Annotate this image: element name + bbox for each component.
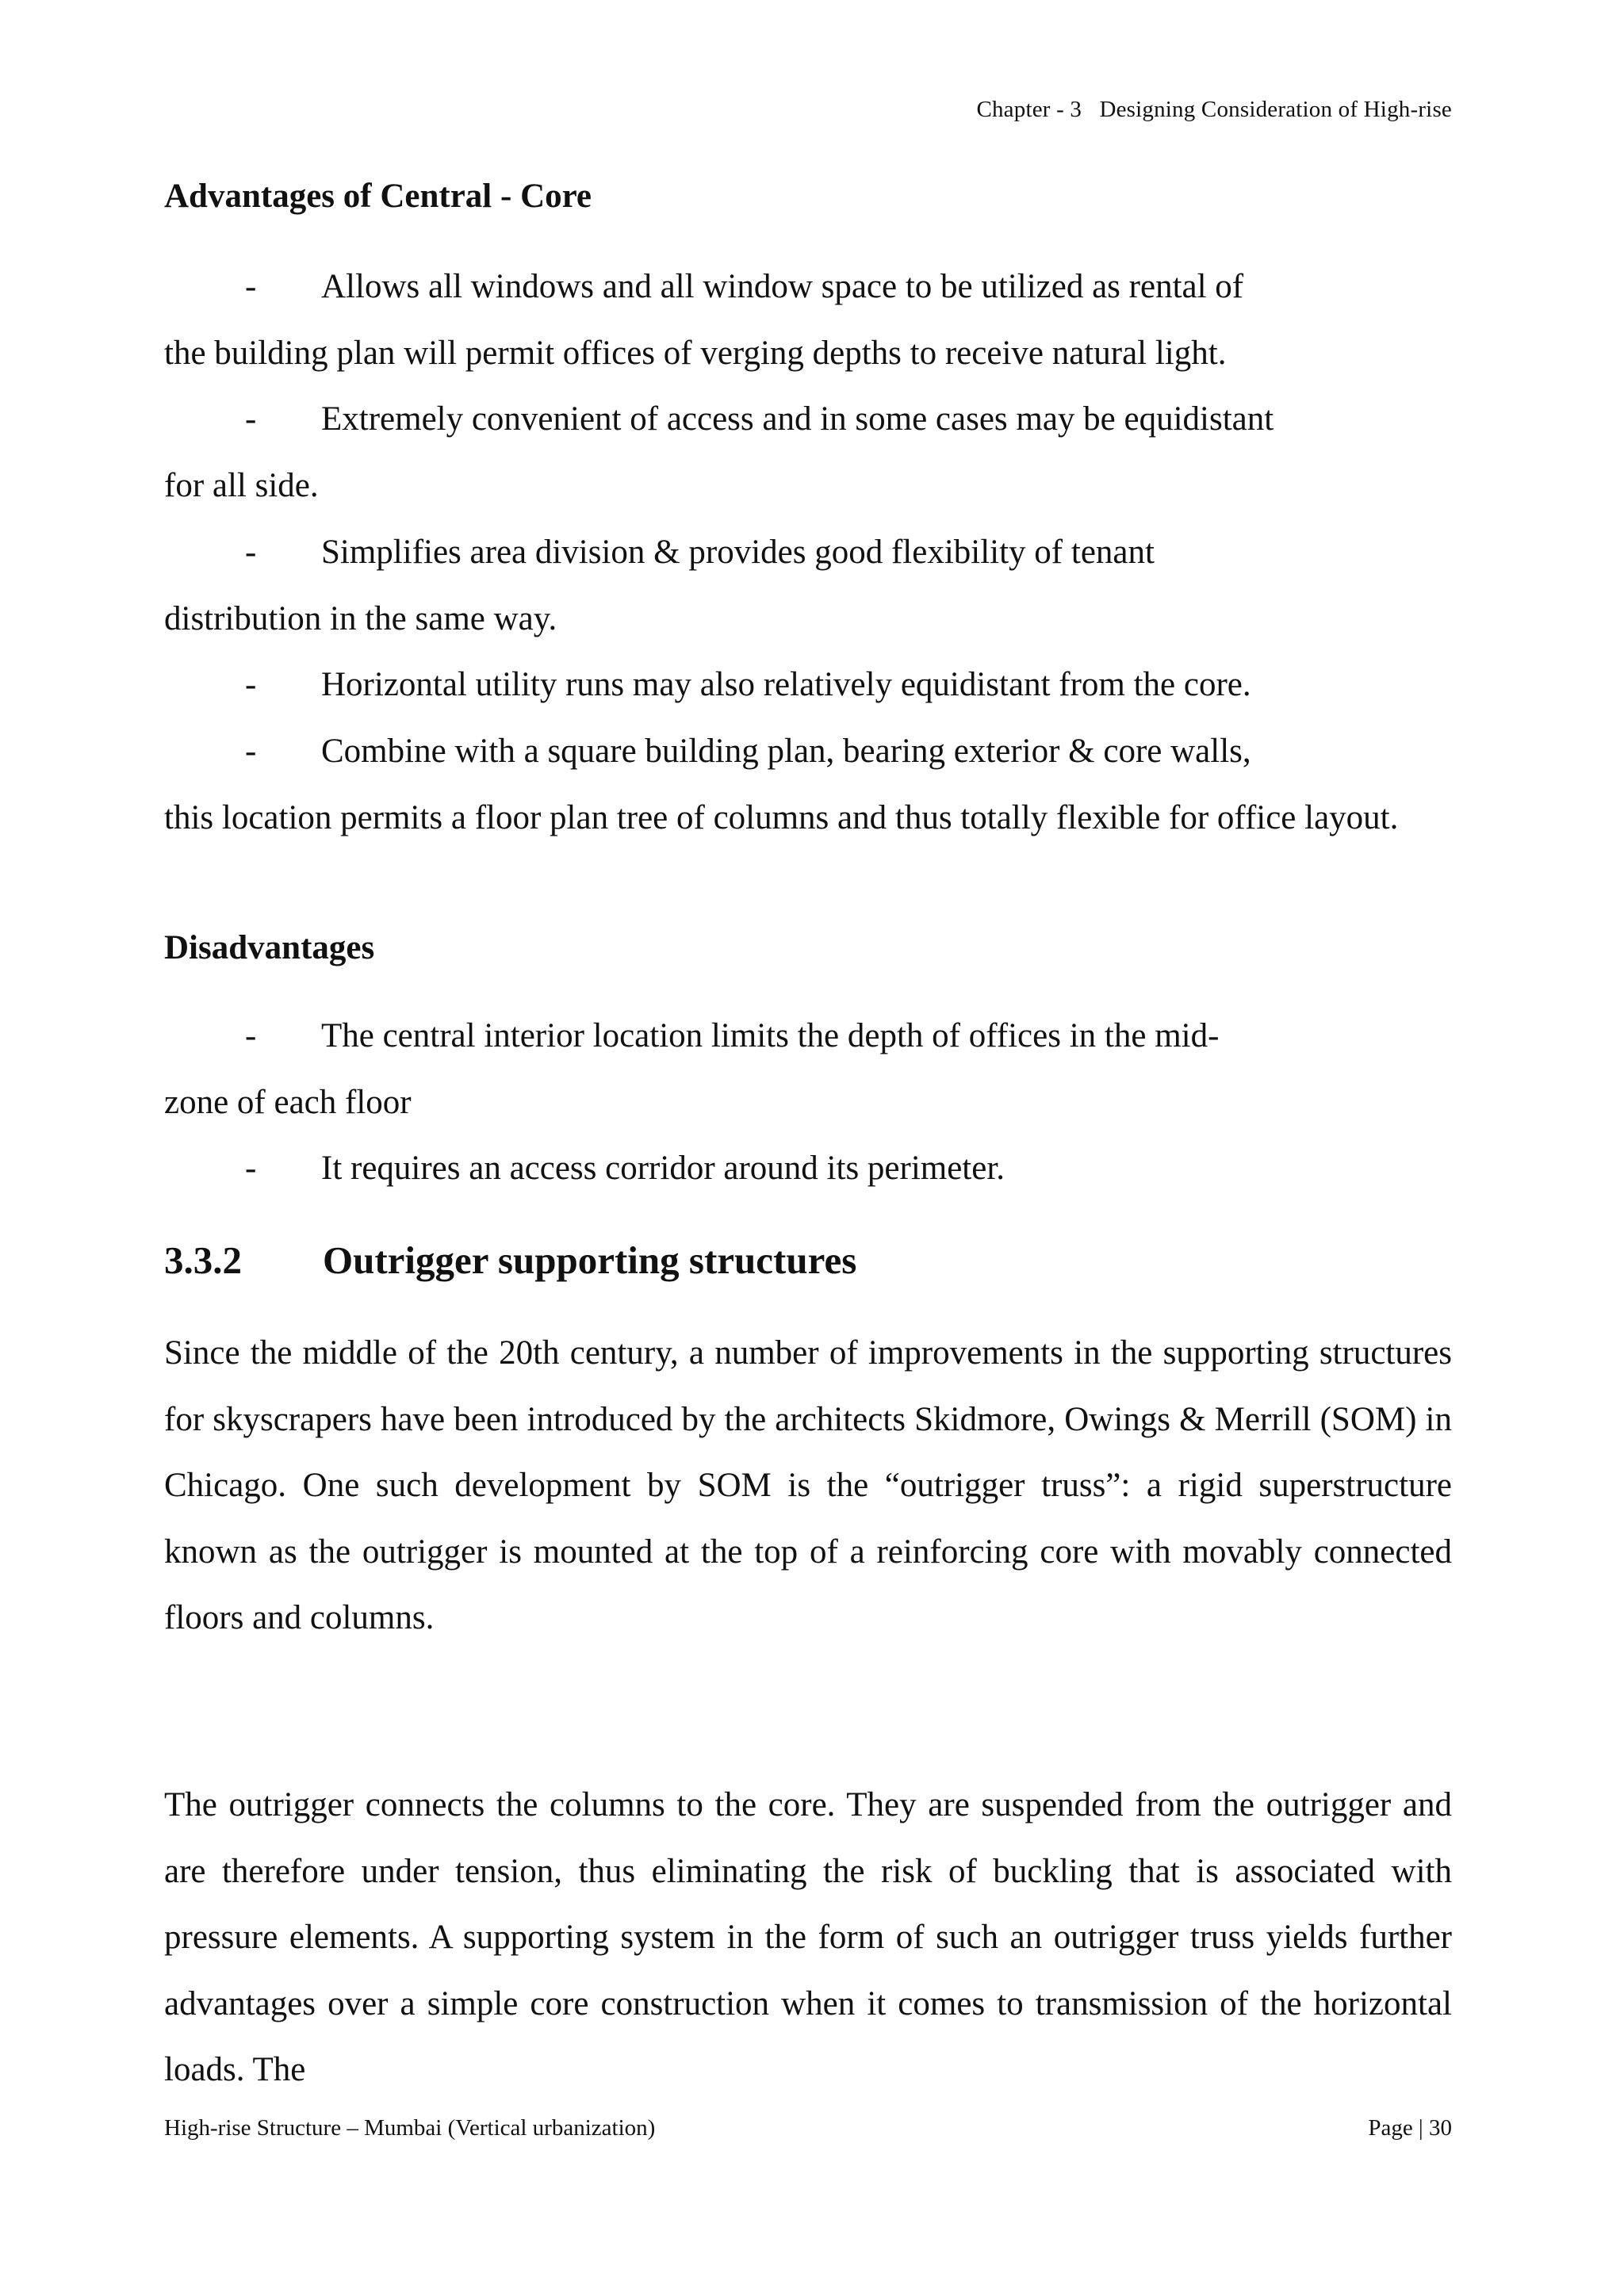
disadvantages-heading: Disadvantages bbox=[164, 929, 375, 966]
footer-title: High-rise Structure – Mumbai (Vertical urbanization) bbox=[164, 2115, 656, 2141]
bullet-dash: - bbox=[245, 666, 257, 704]
list-item: - Horizontal utility runs may also relatively equidistant from the core. bbox=[164, 652, 1452, 718]
bullet-dash: - bbox=[245, 400, 257, 438]
list-item: - The central interior location limits the depth of offices in the mid- zone of each floor bbox=[164, 1003, 1452, 1135]
list-item: - It requires an access corridor around its perimeter. bbox=[164, 1135, 1452, 1202]
section-title: Outrigger supporting structures bbox=[323, 1238, 857, 1282]
section-heading bbox=[164, 1237, 856, 1284]
disadvantages-list bbox=[164, 1003, 1452, 1202]
list-item: - Extremely convenient of access and in some cases may be equidistant for all side. bbox=[164, 386, 1452, 519]
bullet-dash: - bbox=[245, 268, 257, 305]
section-number: 3.3.2 bbox=[164, 1238, 242, 1282]
running-header: Chapter - 3 Designing Consideration of High-rise bbox=[976, 97, 1452, 122]
bullet-dash: - bbox=[245, 533, 257, 571]
paragraph: The outrigger connects the columns to the core. They are suspended from the outrigger and are therefore under tension, thus eliminating the risk of buckling that is associated with pressure elements. A supporting system in the form of such an outrigger truss yields further advantages over a simple core construction when it comes to transmission of the horizontal loads. The bbox=[164, 1786, 1452, 2088]
list-item: - Simplifies area division & provides good flexibility of tenant distribution in the same way. bbox=[164, 519, 1452, 652]
bullet-dash: - bbox=[245, 1017, 257, 1054]
advantages-list bbox=[164, 254, 1452, 851]
bullet-dash: - bbox=[245, 732, 257, 770]
list-item: - Allows all windows and all window space to be utilized as rental of the building plan will permit offices of verging depths to receive natural light. bbox=[164, 254, 1452, 386]
list-item: - Combine with a square building plan, bearing exterior & core walls, this location permits a floor plan tree of columns and thus totally flexible for office layout. bbox=[164, 718, 1452, 851]
bullet-dash: - bbox=[245, 1150, 257, 1188]
running-footer bbox=[164, 2115, 1452, 2141]
paragraph: Since the middle of the 20th century, a number of improvements in the supporting structures for skyscrapers have been introduced by the architects Skidmore, Owings & Merrill (SOM) in Chicago. One such development by SOM is the “outrigger truss”: a rigid superstructure known as the outrigger is mounted at the top of a reinforcing core with movably connected floors and columns. bbox=[164, 1334, 1452, 1636]
page-number: Page | 30 bbox=[1368, 2115, 1452, 2141]
advantages-heading: Advantages of Central - Core bbox=[164, 178, 592, 215]
